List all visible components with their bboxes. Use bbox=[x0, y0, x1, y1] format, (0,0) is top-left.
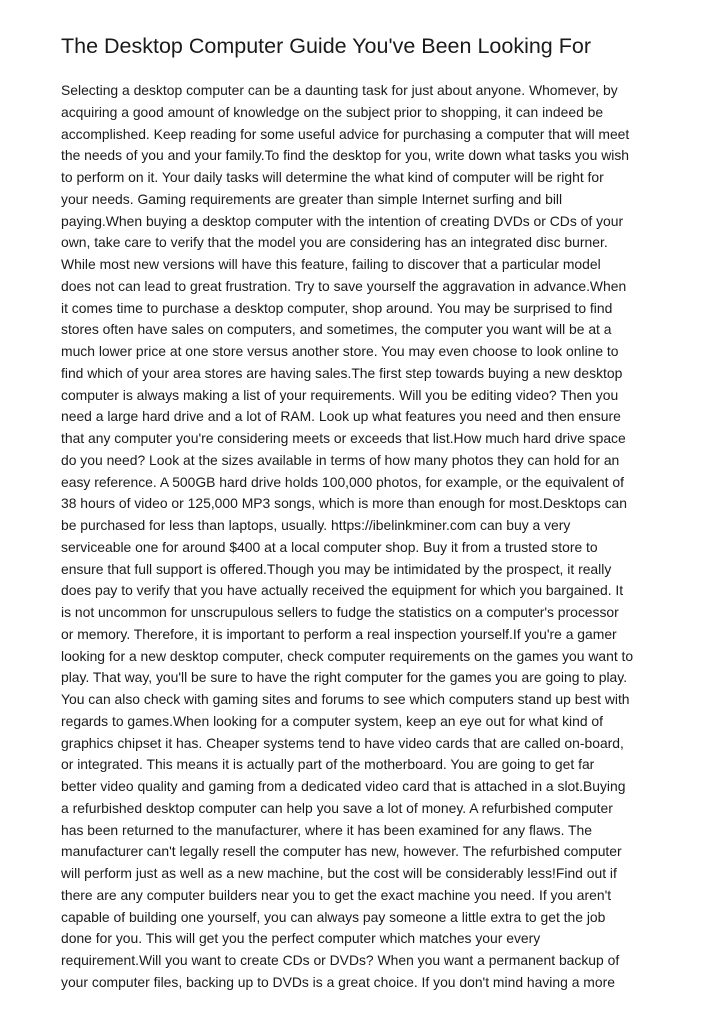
body-line: or integrated. This means it is actually part of the motherboard. You are going to get far bbox=[61, 756, 595, 773]
body-line: accomplished. Keep reading for some useful advice for purchasing a computer that will meet bbox=[61, 125, 630, 142]
body-line: a refurbished desktop computer can help you save a lot of money. A refurbished computer bbox=[61, 799, 613, 816]
body-line: 38 hours of video or 125,000 MP3 songs, which is more than enough for most.Desktops can bbox=[61, 495, 627, 512]
body-line: You can also check with gaming sites and forums to see which computers stand up best with bbox=[61, 691, 630, 707]
body-line: While most new versions will have this feature, failing to discover that a particular model bbox=[61, 256, 601, 272]
body-line: will perform just as well as a new machine, but the cost will be considerably less!Find out if bbox=[61, 865, 617, 881]
body-line: does not can lead to great frustration. Try to save yourself the aggravation in advance.When bbox=[61, 277, 627, 294]
body-line: own, take care to verify that the model you are considering has an integrated disc burner. bbox=[61, 234, 608, 251]
body-line: serviceable one for around $400 at a local computer shop. Buy it from a trusted store to bbox=[61, 538, 598, 555]
body-line: do you need? Look at the sizes available in terms of how many photos they can hold for an bbox=[61, 451, 620, 468]
body-line: paying.When buying a desktop computer with the intention of creating DVDs or CDs of your bbox=[61, 212, 624, 229]
body-line: your needs. Gaming requirements are greater than simple Internet surfing and bill bbox=[61, 190, 563, 207]
body-line: your computer files, backing up to DVDs is a great choice. If you don't mind having a more bbox=[61, 973, 615, 990]
body-line: to perform on it. Your daily tasks will determine the what kind of computer will be right for bbox=[61, 169, 604, 185]
body-line: does pay to verify that you have actually received the equipment for which you bargained. It bbox=[61, 582, 624, 599]
body-line: done for you. This will get you the perfect computer which matches your every bbox=[61, 930, 541, 947]
body-line: play. That way, you'll be sure to have the right computer for the games you are going to play. bbox=[61, 669, 628, 686]
body-line: ensure that full support is offered.Though you may be intimidated by the prospect, it really bbox=[61, 560, 612, 577]
body-line: graphics chipset it has. Cheaper systems tend to have video cards that are called on-board, bbox=[61, 734, 624, 751]
body-line: the needs of you and your family.To find the desktop for you, write down what tasks you wish bbox=[61, 147, 630, 164]
body-line: capable of building one yourself, you can always pay someone a little extra to get the job bbox=[61, 908, 606, 925]
document-title: The Desktop Computer Guide You've Been Looking For bbox=[61, 34, 591, 58]
body-line: acquiring a good amount of knowledge on the subject prior to shopping, it can indeed be bbox=[61, 103, 604, 120]
body-line: computer is always making a list of your requirements. Will you be editing video? Then you bbox=[61, 386, 619, 403]
body-line: is not uncommon for unscrupulous sellers to fudge the statistics on a computer's processor bbox=[61, 604, 619, 620]
body-line: better video quality and gaming from a dedicated video card that is attached in a slot.Buying bbox=[61, 778, 626, 794]
body-line: there are any computer builders near you to get the exact machine you need. If you aren't bbox=[61, 886, 612, 903]
body-line: much lower price at one store versus another store. You may even choose to look online to bbox=[61, 343, 619, 359]
body-line: find which of your area stores are having sales.The first step towards buying a new desktop bbox=[61, 364, 623, 381]
body-line: stores often have sales on computers, and sometimes, the computer you want will be at a bbox=[61, 321, 612, 338]
body-line: or memory. Therefore, it is important to perform a real inspection yourself.If you're a gamer bbox=[61, 625, 617, 642]
body-line: it comes time to purchase a desktop computer, shop around. You may be surprised to find bbox=[61, 299, 613, 316]
body-line: be purchased for less than laptops, usually. https://ibelinkminer.com can buy a very bbox=[61, 517, 571, 533]
body-line: easy reference. A 500GB hard drive holds 100,000 photos, for example, or the equivalent of bbox=[61, 473, 624, 490]
body-line: that any computer you're considering meets or exceeds that list.How much hard drive space bbox=[61, 430, 626, 446]
body-line: has been returned to the manufacturer, where it has been examined for any flaws. The bbox=[61, 821, 592, 838]
body-line: regards to games.When looking for a computer system, keep an eye out for what kind of bbox=[61, 712, 604, 729]
document-body bbox=[61, 80, 681, 994]
body-line: looking for a new desktop computer, check computer requirements on the games you want to bbox=[61, 647, 634, 664]
body-line: manufacturer can't legally resell the computer has new, however. The refurbished computer bbox=[61, 843, 622, 860]
body-line: requirement.Will you want to create CDs or DVDs? When you want a permanent backup of bbox=[61, 952, 620, 968]
body-line: Selecting a desktop computer can be a daunting task for just about anyone. Whomever, by bbox=[61, 82, 618, 98]
body-line: need a large hard drive and a lot of RAM. Look up what features you need and then ensure bbox=[61, 408, 621, 425]
